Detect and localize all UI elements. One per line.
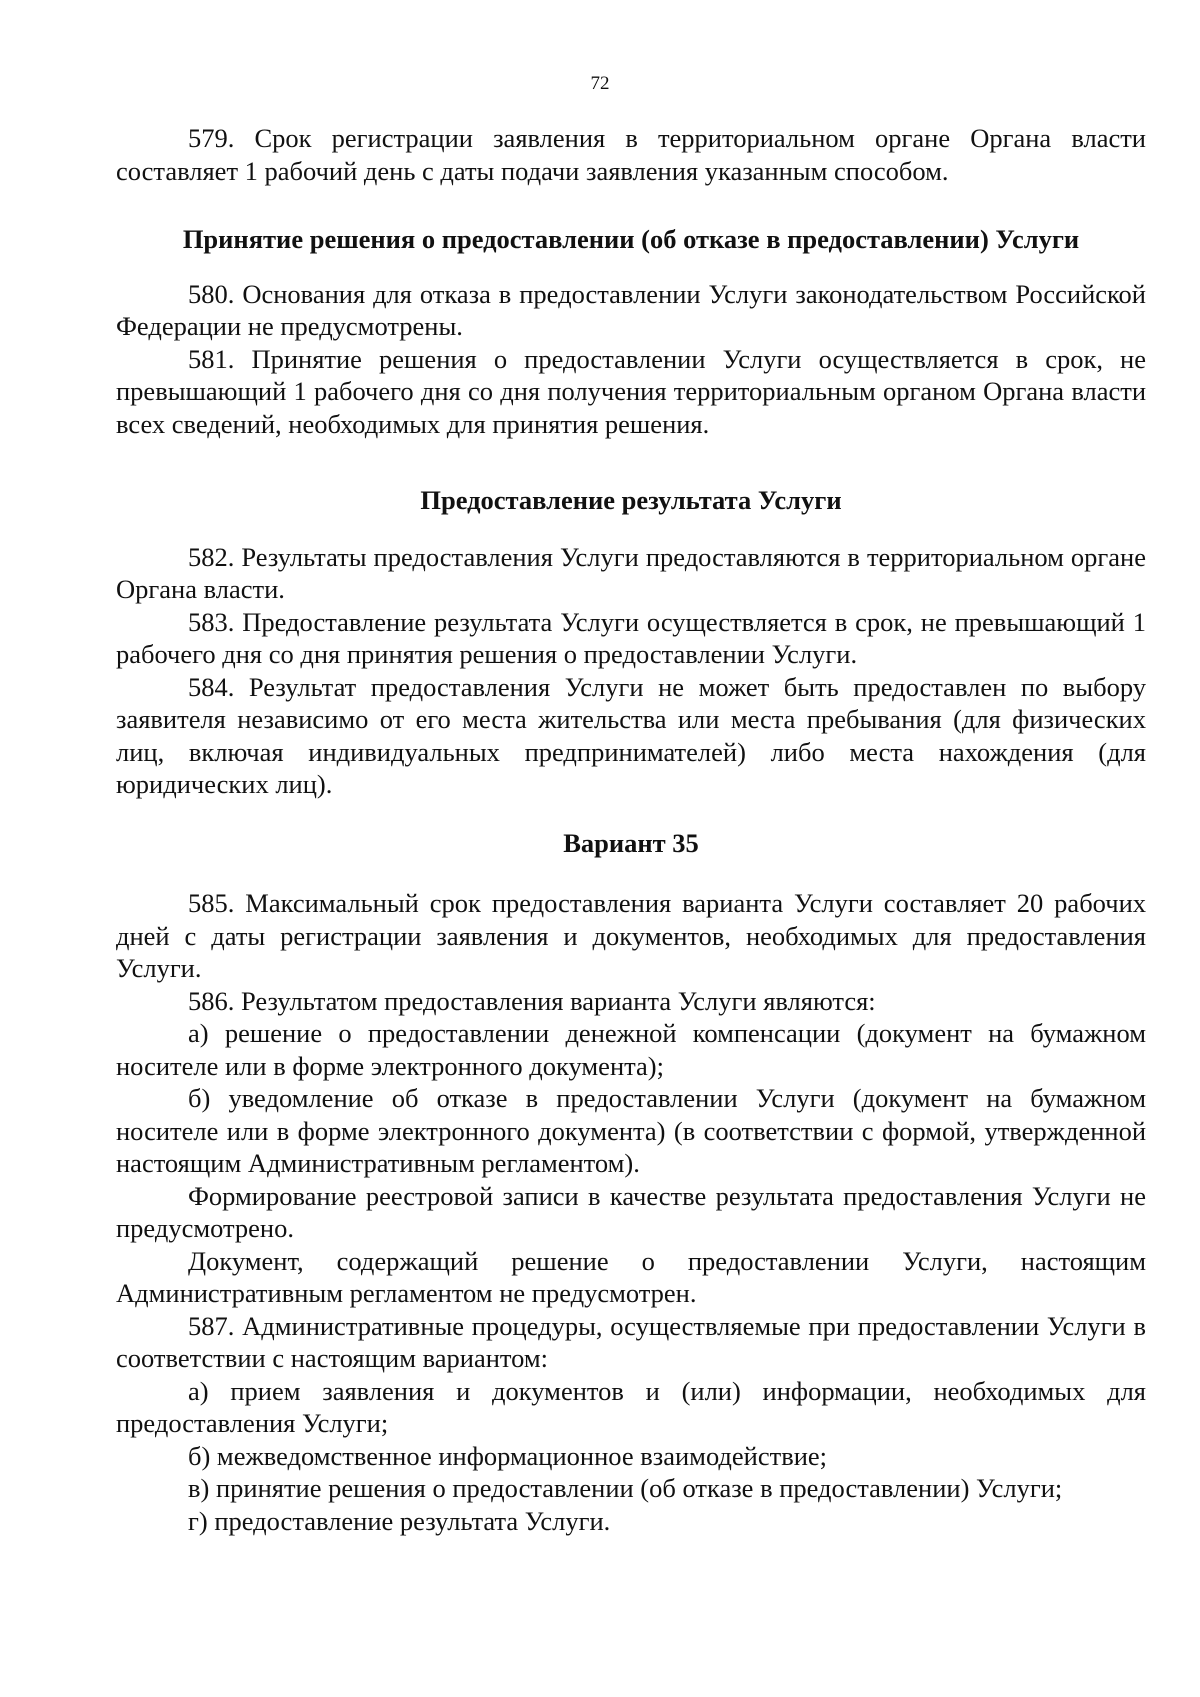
spacer [116, 859, 1146, 887]
paragraph-587-d: г) предоставление результата Услуги. [188, 1505, 611, 1536]
paragraph-586-b: б) уведомление об отказе в предоставлении Услуги (документ на бумажном носителе или в форме электронного документа) (в соответствии с формой, утвержденной настоящим Административным регламентом). [116, 1083, 1146, 1178]
paragraph-585: 585. Максимальный срок предоставления варианта Услуги составляет 20 рабочих дней с даты регистрации заявления и документов, необходимых для предоставления Услуги. [116, 888, 1146, 983]
section-heading-variant: Вариант 35 [563, 827, 699, 858]
paragraph-586-a: а) решение о предоставлении денежной компенсации (документ на бумажном носителе или в форме электронного документа); [116, 1018, 1146, 1081]
paragraph-579: 579. Срок регистрации заявления в территориальном органе Органа власти составляет 1 рабочий день с даты подачи заявления указанным способом. [116, 123, 1146, 186]
paragraph-587-a: а) прием заявления и документов и (или) информации, необходимых для предоставления Услуги; [116, 1375, 1146, 1438]
paragraph-582: 582. Результаты предоставления Услуги предоставляются в территориальном органе Органа власти. [116, 541, 1146, 604]
paragraph-587-c: в) принятие решения о предоставлении (об отказе в предоставлении) Услуги; [188, 1473, 1063, 1503]
paragraph-581: 581. Принятие решения о предоставлении Услуги осуществляется в срок, не превышающий 1 рабочего дня со дня получения территориальным органом Органа власти всех сведений, необходимых для принятия решения. [116, 343, 1146, 439]
spacer [116, 256, 1146, 278]
paragraph-587: 587. Административные процедуры, осуществляемые при предоставлении Услуги в соответствии с настоящим вариантом: [116, 1310, 1146, 1373]
spacer [116, 517, 1146, 541]
spacer [116, 801, 1146, 827]
paragraph-584: 584. Результат предоставления Услуги не может быть предоставлен по выбору заявителя независимо от его места жительства или места пребывания (для физических лиц, включая индивидуальных предпринимателей) либо места нахождения (для юридических лиц). [116, 671, 1146, 799]
paragraph-587-b: б) межведомственное информационное взаимодействие; [188, 1440, 828, 1471]
paragraph-586-c: Формирование реестровой записи в качестве результата предоставления Услуги не предусмотрено. [116, 1180, 1146, 1243]
page-number: 72 [590, 73, 610, 94]
section-heading-decision: Принятие решения о предоставлении (об отказе в предоставлении) Услуги [182, 224, 1080, 254]
paragraph-580: 580. Основания для отказа в предоставлении Услуги законодательством Российской Федерации не предусмотрены. [116, 278, 1146, 341]
section-heading-result: Предоставление результата Услуги [420, 485, 842, 515]
paragraph-586: 586. Результатом предоставления варианта Услуги являются: [188, 985, 876, 1016]
spacer [116, 187, 1146, 223]
document-body [116, 122, 1146, 1537]
paragraph-586-d: Документ, содержащий решение о предоставлении Услуги, настоящим Административным регламентом не предусмотрен. [116, 1245, 1146, 1308]
paragraph-583: 583. Предоставление результата Услуги осуществляется в срок, не превышающий 1 рабочего дня со дня принятия решения о предоставлении Услуги. [116, 606, 1146, 669]
spacer [116, 440, 1146, 484]
